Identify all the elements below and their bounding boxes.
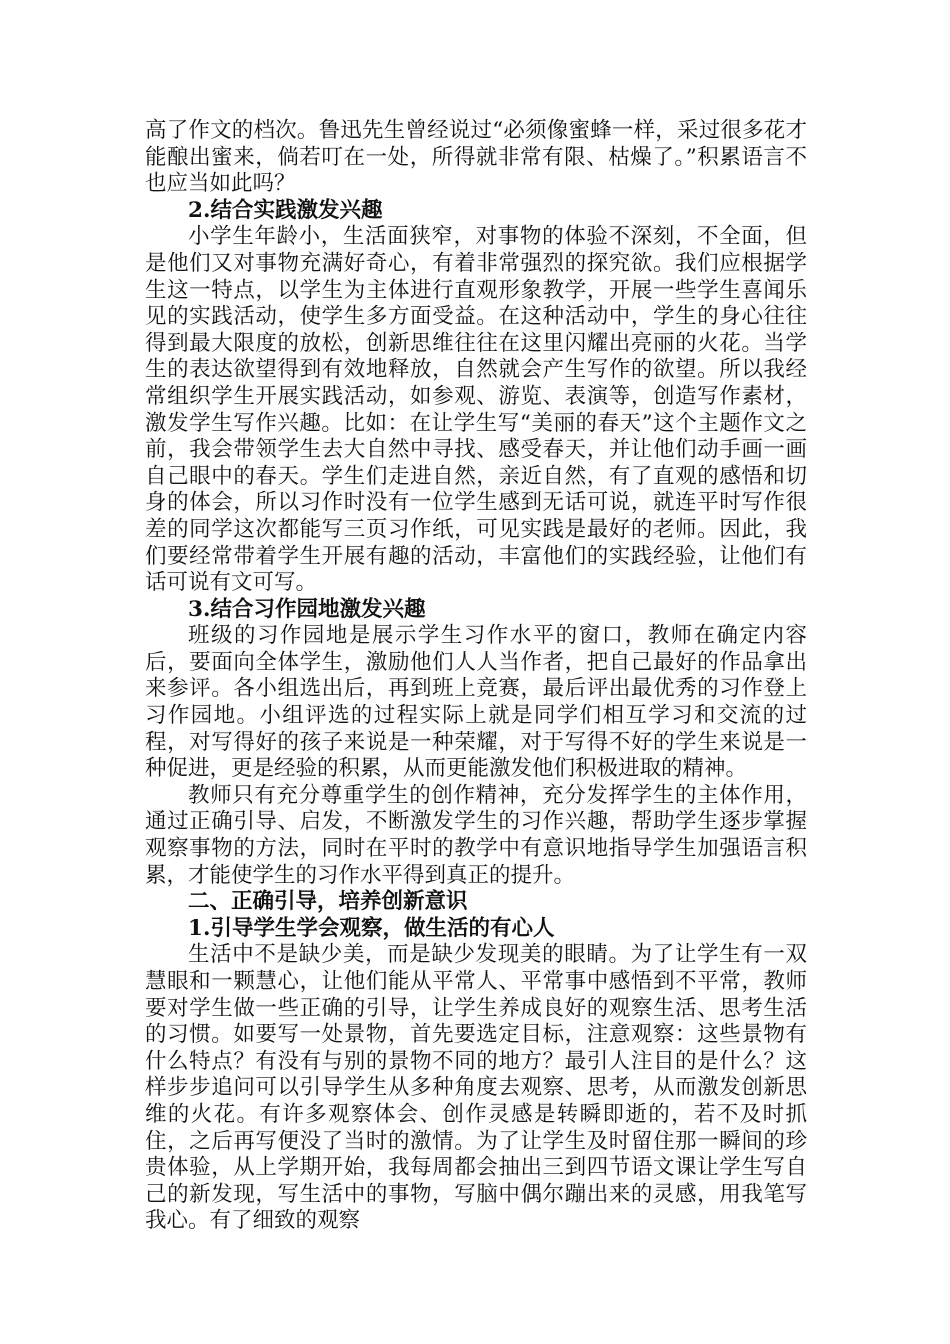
section-heading-practice: 2.结合实践激发兴趣 <box>188 197 383 223</box>
paragraph-continued: 高了作文的档次。鲁迅先生曾经说过“必须像蜜蜂一样，采过很多花才能酿出蜜来，倘若叮在一处，所得就非常有限、枯燥了。”积累语言不也应当如此吗？ <box>145 118 807 197</box>
chapter-heading-guidance: 二、正确引导，培养创新意识 <box>188 889 468 915</box>
section-heading-observation: 1.引导学生学会观察，做生活的有心人 <box>188 915 555 941</box>
paragraph-practice: 小学生年龄小，生活面狭窄，对事物的体验不深刻，不全面，但是他们又对事物充满好奇心，有着非常强烈的探究欲。我们应根据学生这一特点，以学生为主体进行直观形象教学，开展一些学生喜闻乐见的实践活动，使学生多方面受益。在这种活动中，学生的身心往往得到最大限度的放松，创新思维往往在这里闪耀出亮丽的火花。当学生的表达欲望得到有效地释放，自然就会产生写作的欲望。所以我经常组织学生开展实践活动，如参观、游览、表演等，创造写作素材，激发学生写作兴趣。比如：在让学生写“美丽的春天”这个主题作文之前，我会带领学生去大自然中寻找、感受春天，并让他们动手画一画自己眼中的春天。学生们走进自然，亲近自然，有了直观的感悟和切身的体会，所以习作时没有一位学生感到无话可说，就连平时写作很差的同学这次都能写三页习作纸，可见实践是最好的老师。因此，我们要经常带着学生开展有趣的活动，丰富他们的实践经验，让他们有话可说有文可写。 <box>145 224 807 596</box>
paragraph-summary: 教师只有充分尊重学生的创作精神，充分发挥学生的主体作用，通过正确引导、启发，不断激发学生的习作兴趣，帮助学生逐步掌握观察事物的方法，同时在平时的教学中有意识地指导学生加强语言积累，才能使学生的习作水平得到真正的提升。 <box>145 782 807 888</box>
paragraph-observation: 生活中不是缺少美，而是缺少发现美的眼睛。为了让学生有一双慧眼和一颗慧心，让他们能从平常人、平常事中感悟到不平常，教师要对学生做一些正确的引导，让学生养成良好的观察生活、思考生活的习惯。如要写一处景物，首先要选定目标，注意观察：这些景物有什么特点？有没有与别的景物不同的地方？最引人注目的是什么？这样步步追问可以引导学生从多种角度去观察、思考，从而激发创新思维的火花。有许多观察体会、创作灵感是转瞬即逝的，若不及时抓住，之后再写便没了当时的激情。为了让学生及时留住那一瞬间的珍贵体验，从上学期开始，我每周都会抽出三到四节语文课让学生写自己的新发现，写生活中的事物，写脑中偶尔蹦出来的灵感，用我笔写我心。有了细致的观察 <box>145 942 807 1234</box>
document-page <box>145 118 807 1235</box>
section-heading-writing-garden: 3.结合习作园地激发兴趣 <box>188 596 426 622</box>
paragraph-writing-garden: 班级的习作园地是展示学生习作水平的窗口，教师在确定内容后，要面向全体学生，激励他们人人当作者，把自己最好的作品拿出来参评。各小组选出后，再到班上竞赛，最后评出最优秀的习作登上习作园地。小组评选的过程实际上就是同学们相互学习和交流的过程，对写得好的孩子来说是一种荣耀，对于写得不好的学生来说是一种促进，更是经验的积累，从而更能激发他们积极进取的精神。 <box>145 623 807 782</box>
